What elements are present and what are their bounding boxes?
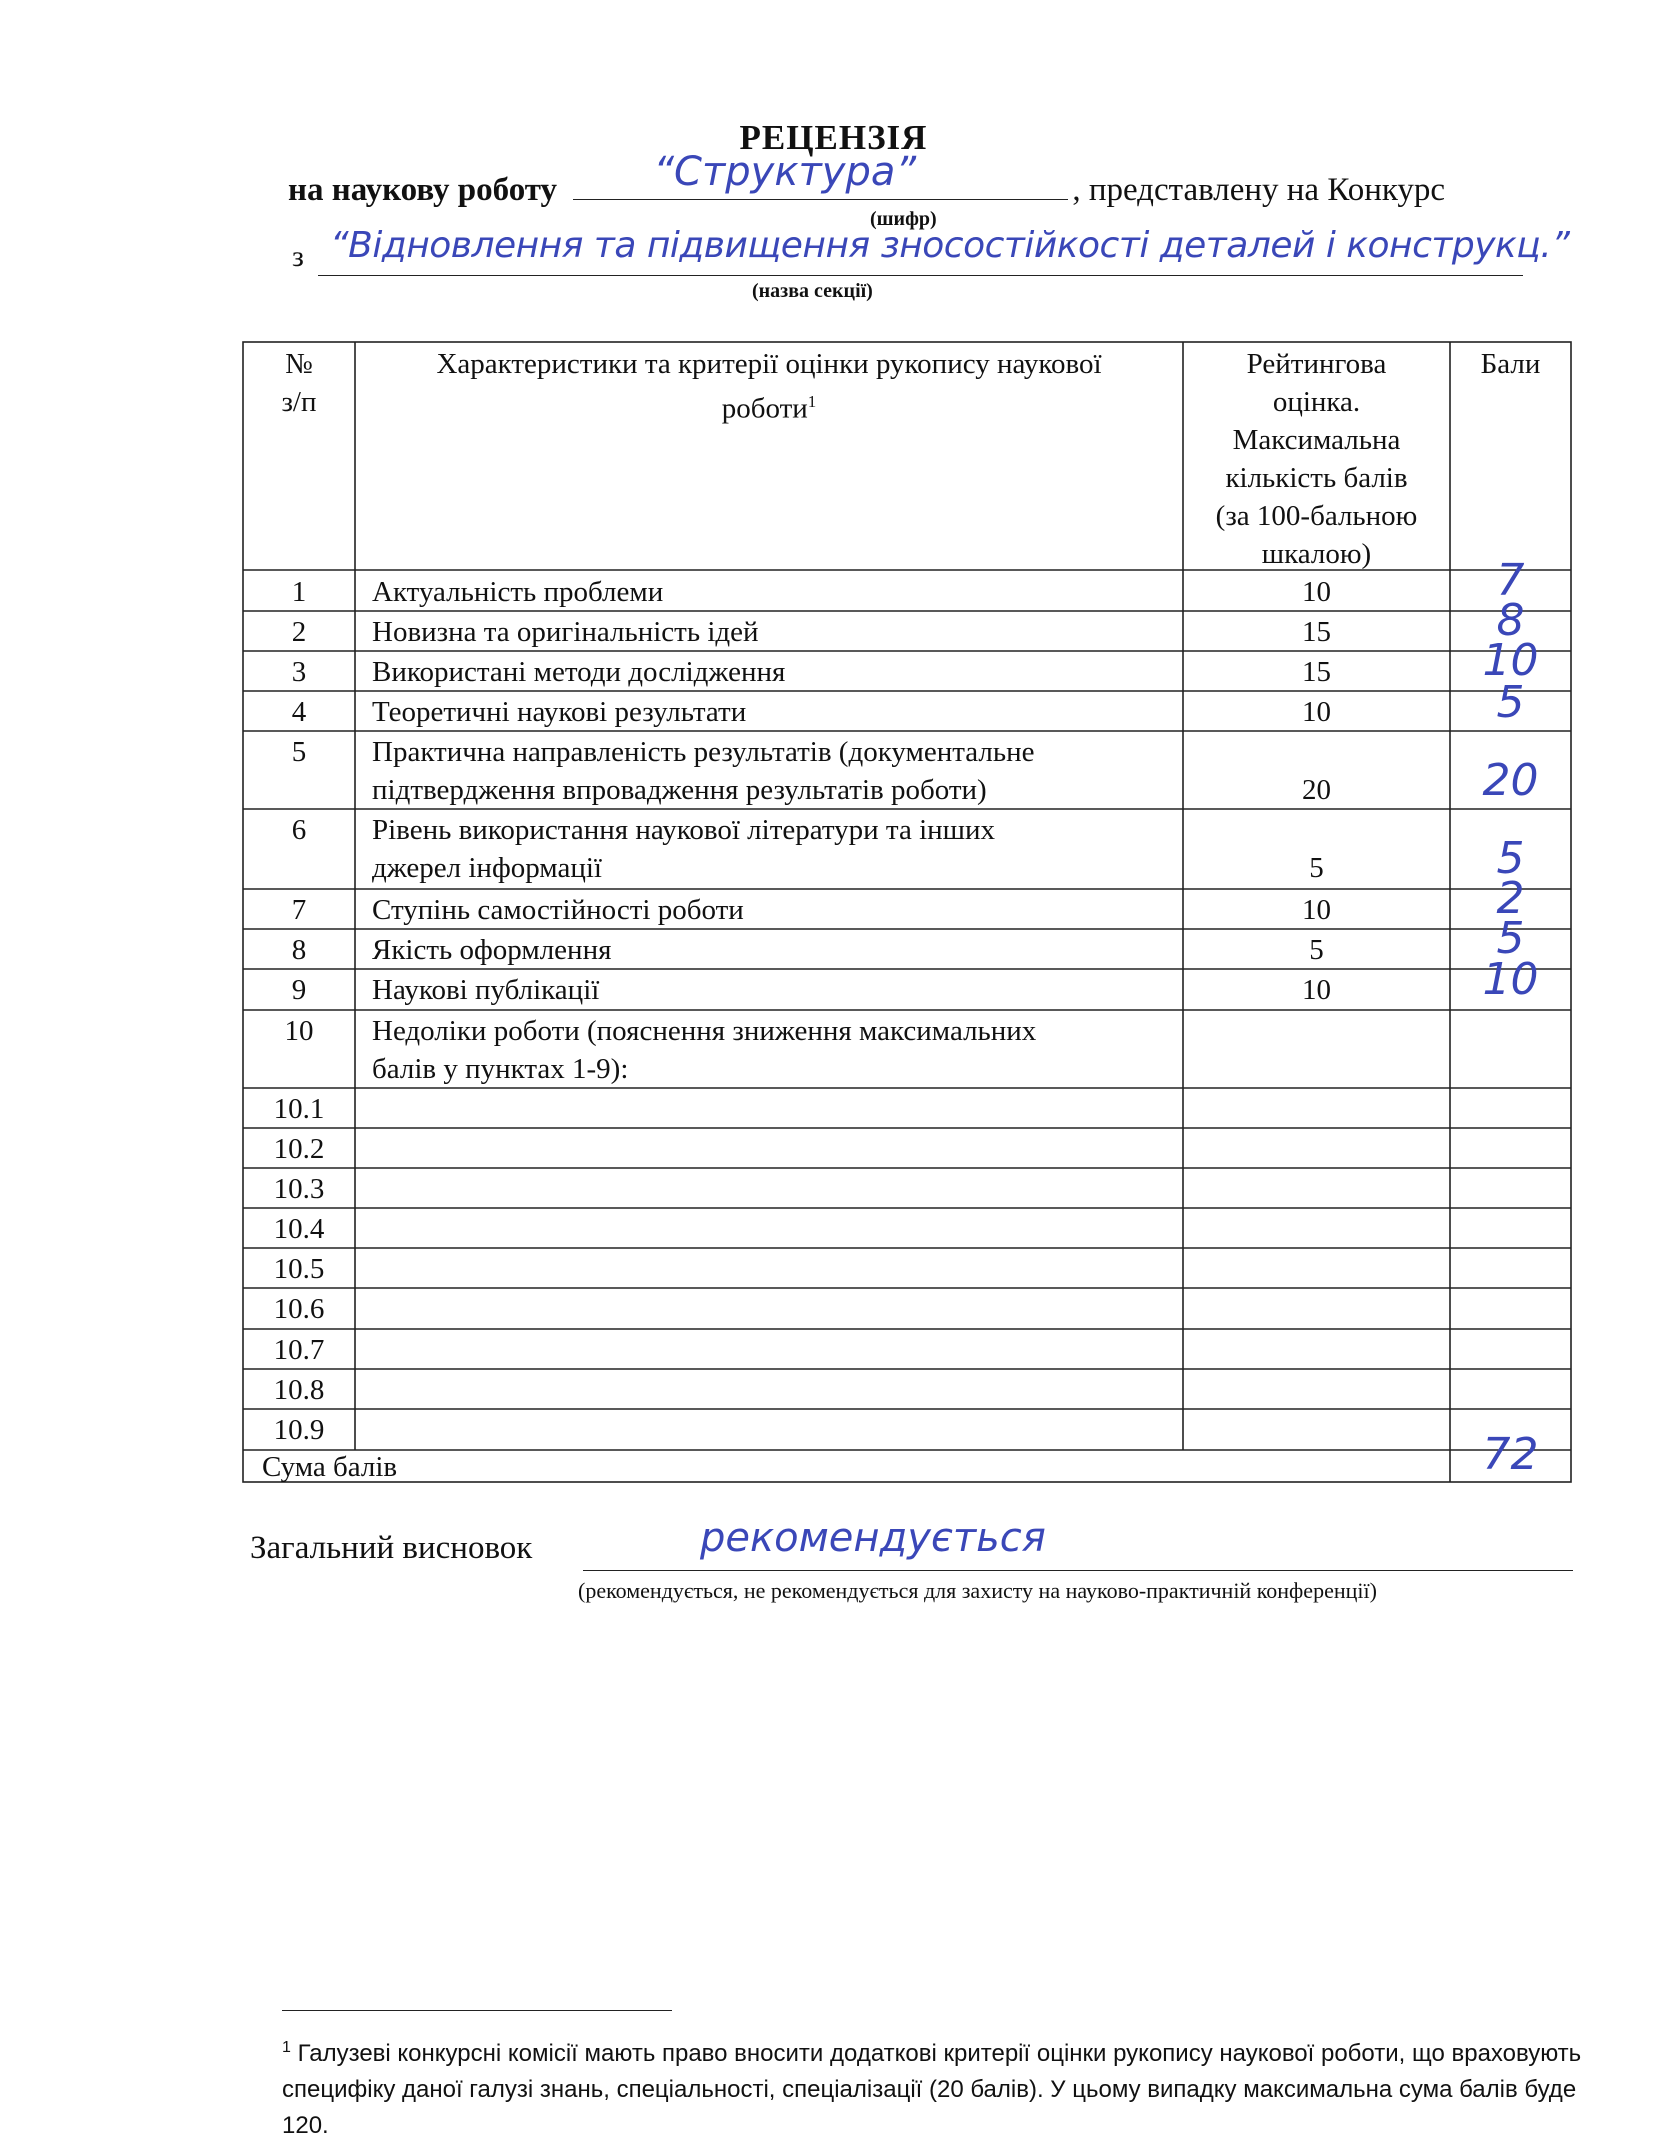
header-rating-line1: Рейтингова xyxy=(1246,348,1387,380)
row-score[interactable]: 8 xyxy=(1496,595,1525,646)
row-criterion-line1: Недоліки роботи (пояснення зниження максимальних xyxy=(372,1015,1037,1047)
row-score[interactable]: 5 xyxy=(1496,913,1525,964)
section-caption: (назва секції) xyxy=(752,280,873,302)
total-score[interactable]: 72 xyxy=(1482,1429,1539,1480)
footnote-mark: 1 xyxy=(282,2039,291,2056)
row-criterion: Використані методи дослідження xyxy=(372,656,786,688)
row-score[interactable]: 5 xyxy=(1496,833,1525,884)
row-criterion: Якість оформлення xyxy=(372,934,612,966)
row-num: 1 xyxy=(291,576,307,608)
row-num: 9 xyxy=(291,974,307,1006)
row-criterion-line2: балів у пунктах 1-9): xyxy=(372,1053,629,1085)
row-criterion-line2: підтвердження впровадження результатів роботи) xyxy=(372,774,987,806)
conclusion-label: Загальний висновок xyxy=(250,1530,533,1566)
subrow-num: 10.5 xyxy=(273,1253,325,1285)
row-num: 5 xyxy=(291,736,307,768)
header-criteria xyxy=(360,345,1178,428)
footnote-divider xyxy=(282,2010,672,2011)
header-num-line2: з/п xyxy=(281,386,317,418)
row-num: 2 xyxy=(291,616,307,648)
row-max: 5 xyxy=(1309,934,1324,966)
footnote-text: Галузеві конкурсні комісії мають право вносити додаткові критерії оцінки рукопису наукової роботи, що враховують специфіку даної галузі знань, спеціальності, спеціалізації (20 балів). У цьому випадку максимальна сума балів буде 120. xyxy=(282,2040,1582,2139)
section-prefix: з xyxy=(292,240,304,273)
row-criterion: Новизна та оригінальність ідей xyxy=(372,616,759,648)
subrow-num: 10.4 xyxy=(273,1213,325,1245)
header-rating-line3: Максимальна xyxy=(1232,424,1401,456)
row-num: 8 xyxy=(291,934,307,966)
header-num-line1: № xyxy=(285,348,313,380)
row-score[interactable]: 2 xyxy=(1496,873,1525,924)
footnote xyxy=(282,2030,1582,2144)
row-criterion xyxy=(372,811,995,887)
work-prefix: на наукову роботу xyxy=(288,172,558,208)
header-criteria-line2: роботи xyxy=(721,392,808,425)
subrow-num: 10.6 xyxy=(273,1293,325,1325)
conclusion-field[interactable] xyxy=(583,1570,1573,1571)
row-num: 4 xyxy=(291,696,307,728)
footnote-ref: 1 xyxy=(807,392,817,411)
section-value: “Відновлення та підвищення зносостійкості деталей і конструкц.” xyxy=(330,225,1570,266)
row-score[interactable]: 10 xyxy=(1482,954,1539,1005)
row-criterion xyxy=(372,1012,1036,1088)
page-title: РЕЦЕНЗІЯ xyxy=(739,118,928,157)
row-criterion-line1: Практична направленість результатів (документальне xyxy=(372,736,1035,768)
row-criterion: Актуальність проблеми xyxy=(372,576,664,608)
conclusion-value: рекомендується xyxy=(700,1515,1046,1561)
subrow-num: 10.3 xyxy=(273,1173,325,1205)
row-criterion: Ступінь самостійності роботи xyxy=(372,894,744,926)
header-criteria-line1: Характеристики та критерії оцінки рукопису наукової xyxy=(436,348,1102,380)
row-max: 15 xyxy=(1302,656,1331,688)
row-max: 10 xyxy=(1302,576,1331,608)
header-rating-line2: оцінка. xyxy=(1272,386,1361,418)
cipher-value: “Структура” xyxy=(653,149,917,195)
row-max: 10 xyxy=(1302,894,1331,926)
header-rating-line6: шкалою) xyxy=(1261,538,1372,570)
header-rating-line5: (за 100-бальною xyxy=(1215,500,1418,532)
work-suffix: , представлену на Конкурс xyxy=(1072,172,1446,208)
subrow-num: 10.9 xyxy=(273,1414,325,1446)
row-max: 20 xyxy=(1302,774,1331,806)
row-criterion xyxy=(372,733,1035,809)
row-num: 3 xyxy=(291,656,307,688)
row-criterion-line2: джерел інформації xyxy=(372,852,602,884)
row-criterion-line1: Рівень використання наукової літератури та інших xyxy=(372,814,995,846)
cipher-caption: (шифр) xyxy=(870,208,937,230)
row-max: 15 xyxy=(1302,616,1331,648)
header-points: Бали xyxy=(1480,348,1541,380)
subrow-num: 10.1 xyxy=(273,1093,325,1125)
header-criteria-line2-wrap xyxy=(360,383,1178,428)
row-criterion: Теоретичні наукові результати xyxy=(372,696,747,728)
row-score[interactable]: 5 xyxy=(1496,677,1525,728)
row-score[interactable]: 10 xyxy=(1482,635,1539,686)
header-rating-line4: кількість балів xyxy=(1225,462,1408,494)
header-rating xyxy=(1183,345,1450,573)
row-num: 7 xyxy=(291,894,307,926)
row-max: 10 xyxy=(1302,974,1331,1006)
row-num: 10 xyxy=(284,1015,314,1047)
subrow-num: 10.7 xyxy=(273,1334,325,1366)
subrow-num: 10.8 xyxy=(273,1374,325,1406)
row-criterion: Наукові публікації xyxy=(372,974,600,1006)
total-label: Сума балів xyxy=(262,1451,398,1483)
header-num xyxy=(243,345,355,421)
row-score[interactable]: 20 xyxy=(1482,755,1539,806)
conclusion-caption: (рекомендується, не рекомендується для захисту на науково-практичній конференції) xyxy=(578,1578,1377,1603)
row-score[interactable]: 7 xyxy=(1496,555,1525,606)
subrow-num: 10.2 xyxy=(273,1133,325,1165)
row-max: 10 xyxy=(1302,696,1331,728)
row-num: 6 xyxy=(291,814,307,846)
row-max: 5 xyxy=(1309,852,1324,884)
